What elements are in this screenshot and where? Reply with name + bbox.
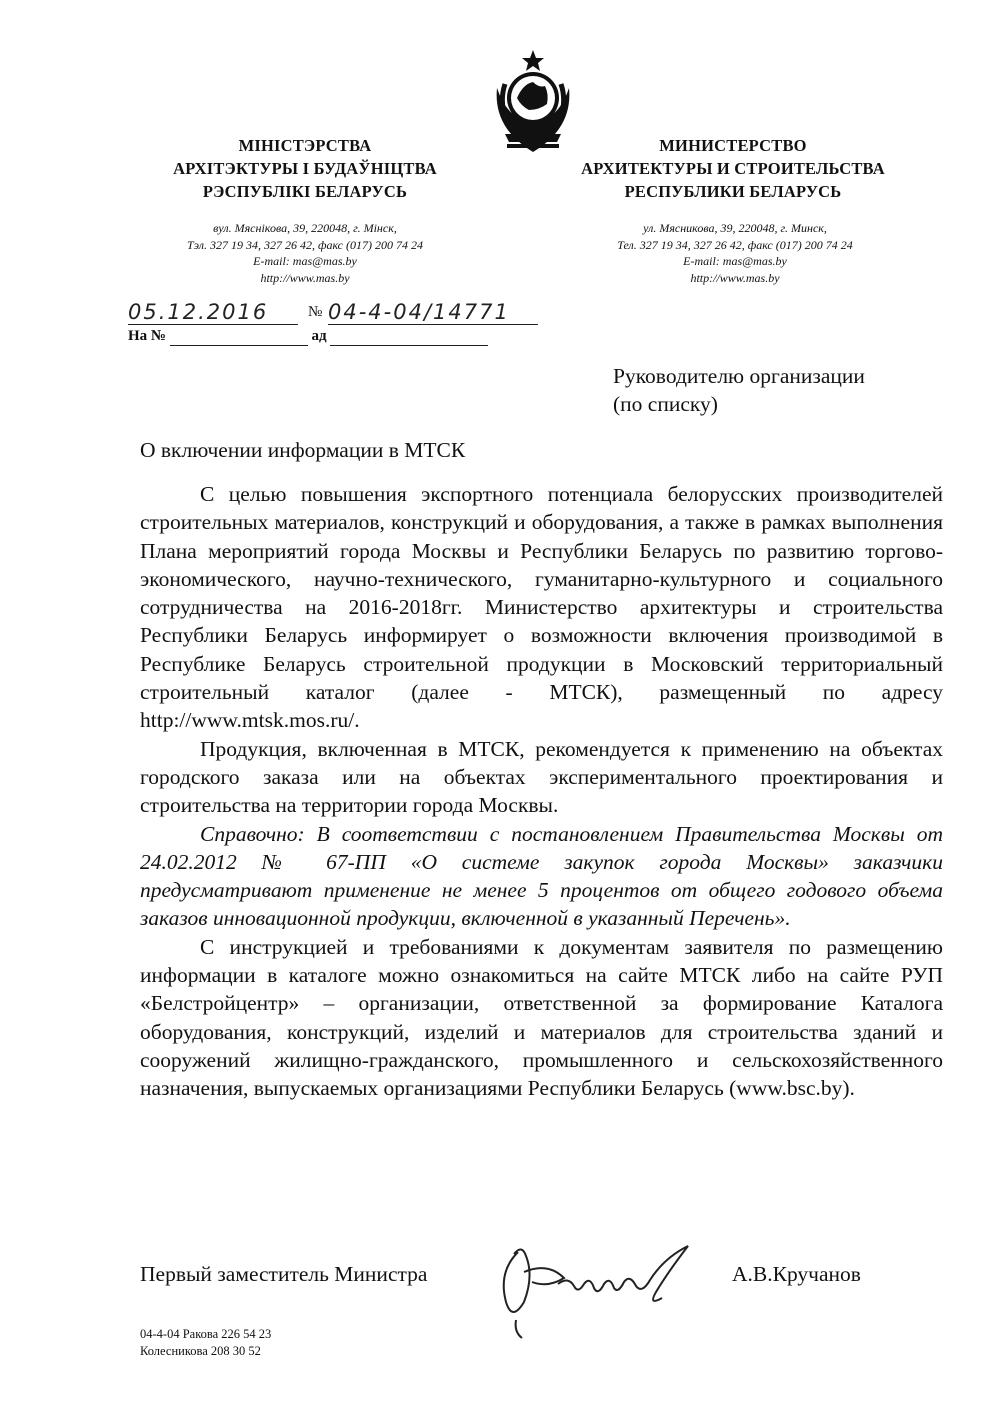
letter-subject: О включении информации в МТСК — [140, 438, 466, 462]
registration-number-label: № — [308, 304, 323, 320]
contacts-be — [95, 220, 515, 286]
address-be: вул. Мяснікова, 39, 220048, г. Мінск, — [213, 221, 397, 235]
website-be: http://www.mas.by — [260, 270, 350, 285]
body-paragraph-reference: Справочно: В соответствии с постановлением Правительства Москвы от 24.02.2012 № 67-ПП «О системе закупок города Москвы» заказчики предусматривают применение не менее 5 процентов от общего годового объема заказов инновационной продукции, включенной в указанный Перечень». — [140, 821, 943, 931]
reference-row — [128, 328, 488, 346]
email-be: E-mail: mas@mas.by — [253, 254, 357, 268]
signatory-title: Первый заместитель Министра — [140, 1262, 428, 1286]
website-ru: http://www.mas.by — [690, 270, 780, 285]
body-paragraph-1: С целью повышения экспортного потенциала белорусских производителей строительных материалов, конструкций и оборудования, а также в рамках выполнения Плана мероприятий города Москвы и Республики Беларусь по развитию торгово-экономического, научно-технического, гуманитарно-культурного и социального сотрудничества на 2016-2018гг. Министерство архитектуры и строительства Республики Беларусь информирует о возможности включения производимой в Республике Беларусь строительной продукции в Московский территориальный строительный каталог (далее - МТСК), размещенный по адресу http://www.mtsk.mos.ru/. — [140, 482, 943, 733]
registration-date: 05.12.2016 — [128, 300, 298, 325]
addressee-line1: Руководителю организации — [613, 364, 865, 388]
reference-number-label: На № — [128, 328, 166, 344]
ministry-header-be — [105, 134, 505, 203]
reference-number-line — [170, 328, 308, 346]
reference-date-line — [330, 328, 488, 346]
address-ru: ул. Мясникова, 39, 220048, г. Минск, — [643, 221, 827, 235]
executor-line1: 04-4-04 Ракова 226 54 23 — [140, 1327, 272, 1341]
registration-number: 04-4-04/14771 — [328, 300, 538, 325]
ministry-name-ru-line2: АРХИТЕКТУРЫ И СТРОИТЕЛЬСТВА — [581, 159, 885, 178]
body-paragraph-2: Продукция, включенная в МТСК, рекомендуется к применению на объектах городского заказа или на объектах экспериментального проектирования и строительства на территории города Москвы. — [140, 736, 943, 818]
contacts-ru — [525, 220, 945, 286]
ministry-name-be-line2: АРХІТЭКТУРЫ І БУДАЎНІЦТВА — [173, 159, 437, 178]
ministry-header-ru — [533, 134, 933, 203]
addressee-line2: (по списку) — [613, 392, 718, 416]
executor-info — [140, 1326, 271, 1360]
addressee — [613, 362, 865, 418]
handwritten-signature — [478, 1232, 708, 1342]
phone-ru: Тел. 327 19 34, 327 26 42, факс (017) 200 74 24 — [617, 237, 853, 252]
executor-line2: Колесникова 208 30 52 — [140, 1344, 261, 1358]
ministry-name-be-line3: РЭСПУБЛІКІ БЕЛАРУСЬ — [202, 182, 408, 201]
ministry-name-be-line1: МІНІСТЭРСТВА — [238, 136, 372, 155]
signatory-name: А.В.Кручанов — [732, 1262, 861, 1286]
letter-body — [140, 480, 943, 1103]
ministry-name-ru-line1: МИНИСТЕРСТВО — [659, 136, 807, 155]
ministry-name-ru-line3: РЕСПУБЛИКИ БЕЛАРУСЬ — [624, 182, 842, 201]
reference-from-label: ад — [311, 328, 327, 344]
phone-be: Тэл. 327 19 34, 327 26 42, факс (017) 200 74 24 — [187, 237, 423, 252]
email-ru: E-mail: mas@mas.by — [683, 254, 787, 268]
body-paragraph-4: С инструкцией и требованиями к документам заявителя по размещению информации в каталоге можно ознакомиться на сайте МТСК либо на сайте РУП «Белстройцентр» – организации, ответственной за формирование Каталога оборудования, конструкций, изделий и материалов для строительства зданий и сооружений жилищно-гражданского, промышленного и сельскохозяйственного назначения, выпускаемых организациями Республики Беларусь (www.bsc.by). — [140, 934, 943, 1101]
